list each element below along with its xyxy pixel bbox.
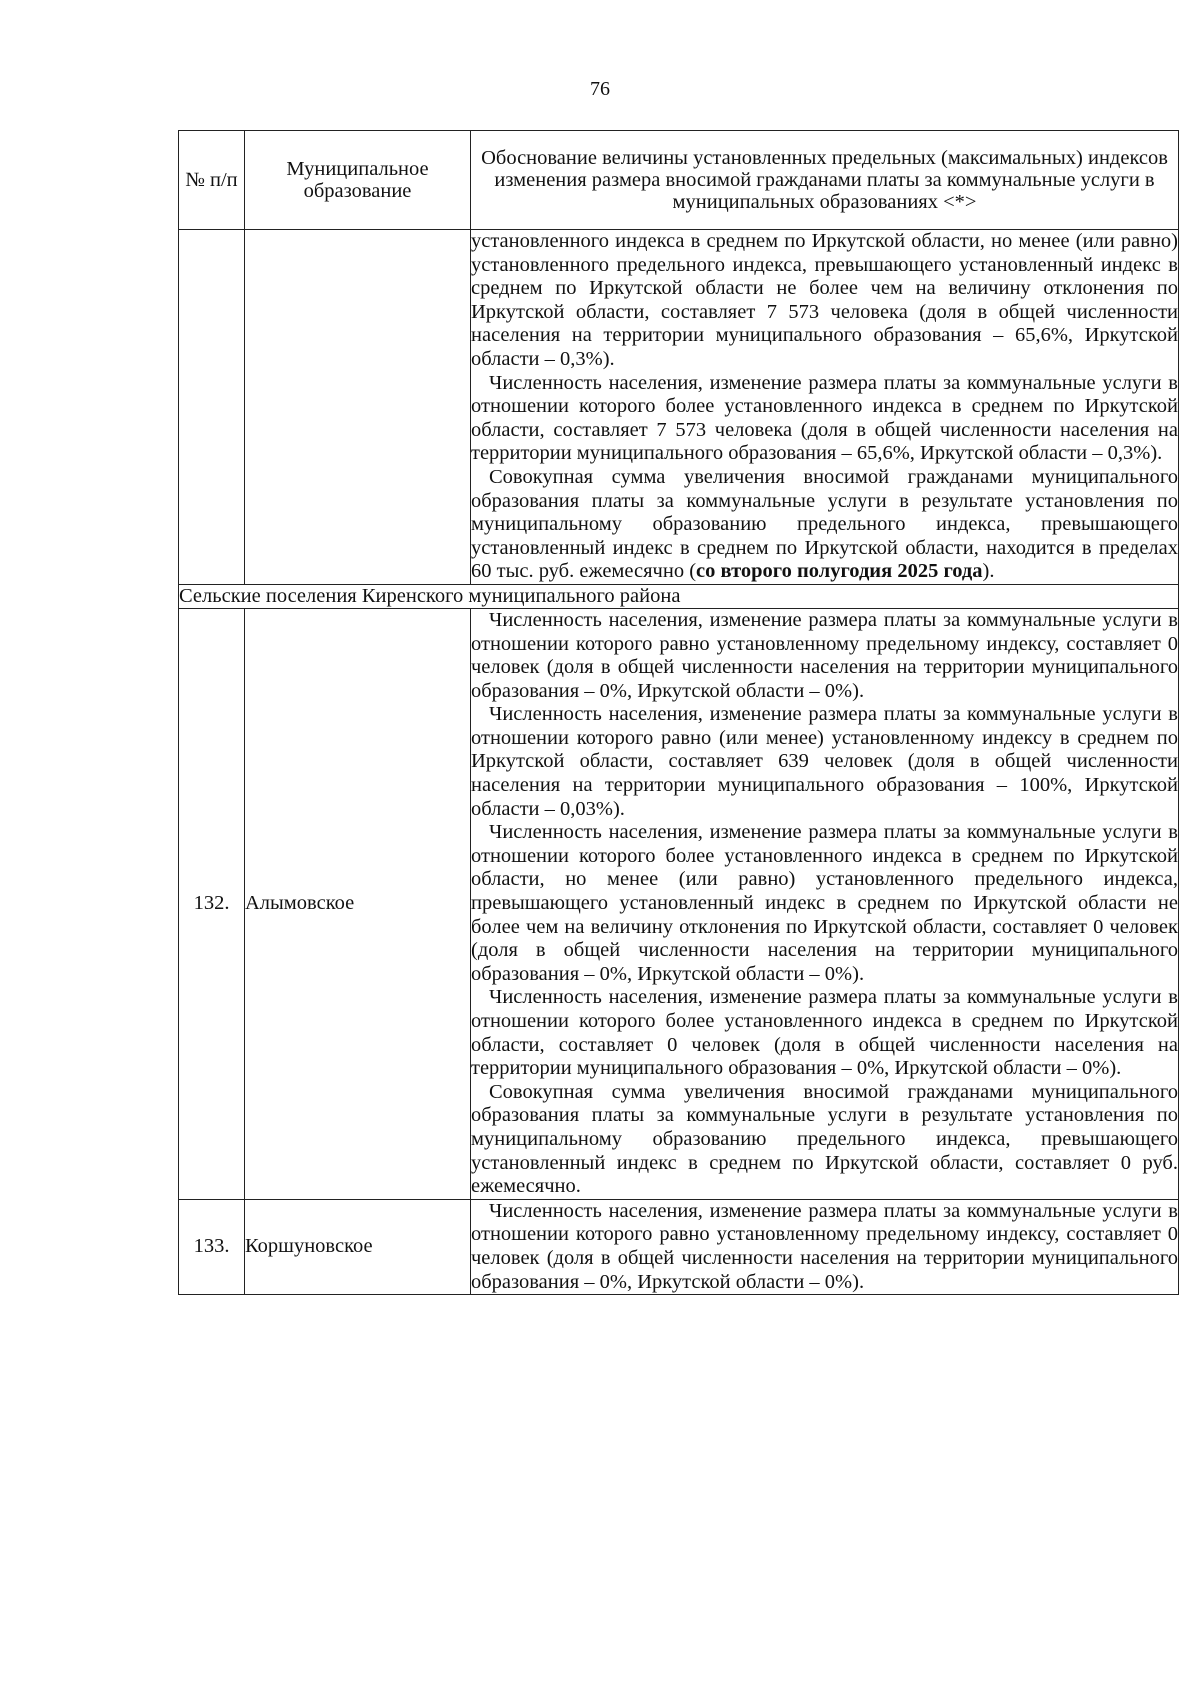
paragraph: установленного индекса в среднем по Иркутской области, но менее (или равно) установленного предельного индекса, превышающего установленный индекс в среднем по Иркутской области не более чем на величину отклонения по Иркутской области, составляет 7 573 человека (доля в общей численности населения на территории муниципального образования – 65,6%, Иркутской области – 0,3%). bbox=[471, 230, 1178, 370]
paragraph bbox=[471, 466, 1178, 584]
municipality-name: Коршуновское bbox=[245, 1199, 471, 1294]
paragraph: Численность населения, изменение размера платы за коммунальные услуги в отношении которого более установленного индекса в среднем по Иркутской области, но менее (или равно) установленного предельного индекса, превышающего установленный индекс в среднем по Иркутской области не более чем на величину отклонения по Иркутской области, составляет 0 человек (доля в общей численности населения на территории муниципального образования – 0%, Иркутской области – 0%). bbox=[471, 821, 1178, 985]
table-row-132 bbox=[179, 608, 1179, 1199]
row-number: 132. bbox=[179, 608, 245, 1199]
justification-cell bbox=[471, 1199, 1179, 1294]
table-header-row bbox=[179, 131, 1179, 230]
header-justification: Обоснование величины установленных предельных (максимальных) индексов изменения размера вносимой гражданами платы за коммунальные услуги в муниципальных образованиях <*> bbox=[471, 131, 1179, 230]
page-number: 76 bbox=[590, 78, 610, 100]
paragraph: Численность населения, изменение размера платы за коммунальные услуги в отношении которого равно установленному предельному индексу, составляет 0 человек (доля в общей численности населения на территории муниципального образования – 0%, Иркутской области – 0%). bbox=[471, 608, 1178, 702]
section-row bbox=[179, 584, 1179, 608]
paragraph: Численность населения, изменение размера платы за коммунальные услуги в отношении которого равно (или менее) установленному индексу в среднем по Иркутской области, составляет 639 человек (доля в общей численности населения на территории муниципального образования – 100%, Иркутской области – 0,03%). bbox=[471, 703, 1178, 820]
paragraph-text: Совокупная сумма увеличения вносимой гражданами муниципального образования платы за коммунальные услуги в результате установления по муниципальному образованию предельного индекса, превышающего установленный индекс в среднем по Иркутской области, находится в пределах 60 тыс. руб. ежемесячно ( bbox=[471, 465, 1178, 583]
table-row-continued bbox=[179, 230, 1179, 585]
paragraph: Совокупная сумма увеличения вносимой гражданами муниципального образования платы за коммунальные услуги в результате установления по муниципальному образованию предельного индекса, превышающего установленный индекс в среднем по Иркутской области, составляет 0 руб. ежемесячно. bbox=[471, 1080, 1178, 1198]
paragraph-text-end: ). bbox=[982, 560, 995, 583]
section-title: Сельские поселения Киренского муниципального района bbox=[179, 584, 1179, 608]
municipality-name: Алымовское bbox=[245, 608, 471, 1199]
justification-cell bbox=[471, 608, 1179, 1199]
row-number: 133. bbox=[179, 1199, 245, 1294]
municipal-index-table bbox=[178, 130, 1179, 1295]
bold-period-text: со второго полугодия 2025 года bbox=[696, 560, 983, 583]
paragraph: Численность населения, изменение размера платы за коммунальные услуги в отношении которого более установленного индекса в среднем по Иркутской области, составляет 0 человек (доля в общей численности населения на территории муниципального образования – 0%, Иркутской области – 0%). bbox=[471, 986, 1178, 1080]
continued-name-cell bbox=[245, 230, 471, 585]
continued-num-cell bbox=[179, 230, 245, 585]
continued-justification-cell bbox=[471, 230, 1179, 585]
paragraph: Численность населения, изменение размера платы за коммунальные услуги в отношении которого равно установленному предельному индексу, составляет 0 человек (доля в общей численности населения на территории муниципального образования – 0%, Иркутской области – 0%). bbox=[471, 1199, 1178, 1293]
header-municipality: Муниципальное образование bbox=[245, 131, 471, 230]
table-row-133 bbox=[179, 1199, 1179, 1294]
header-number: № п/п bbox=[179, 131, 245, 230]
paragraph: Численность населения, изменение размера платы за коммунальные услуги в отношении которого более установленного индекса в среднем по Иркутской области, составляет 7 573 человека (доля в общей численности населения на территории муниципального образования – 65,6%, Иркутской области – 0,3%). bbox=[471, 371, 1178, 465]
